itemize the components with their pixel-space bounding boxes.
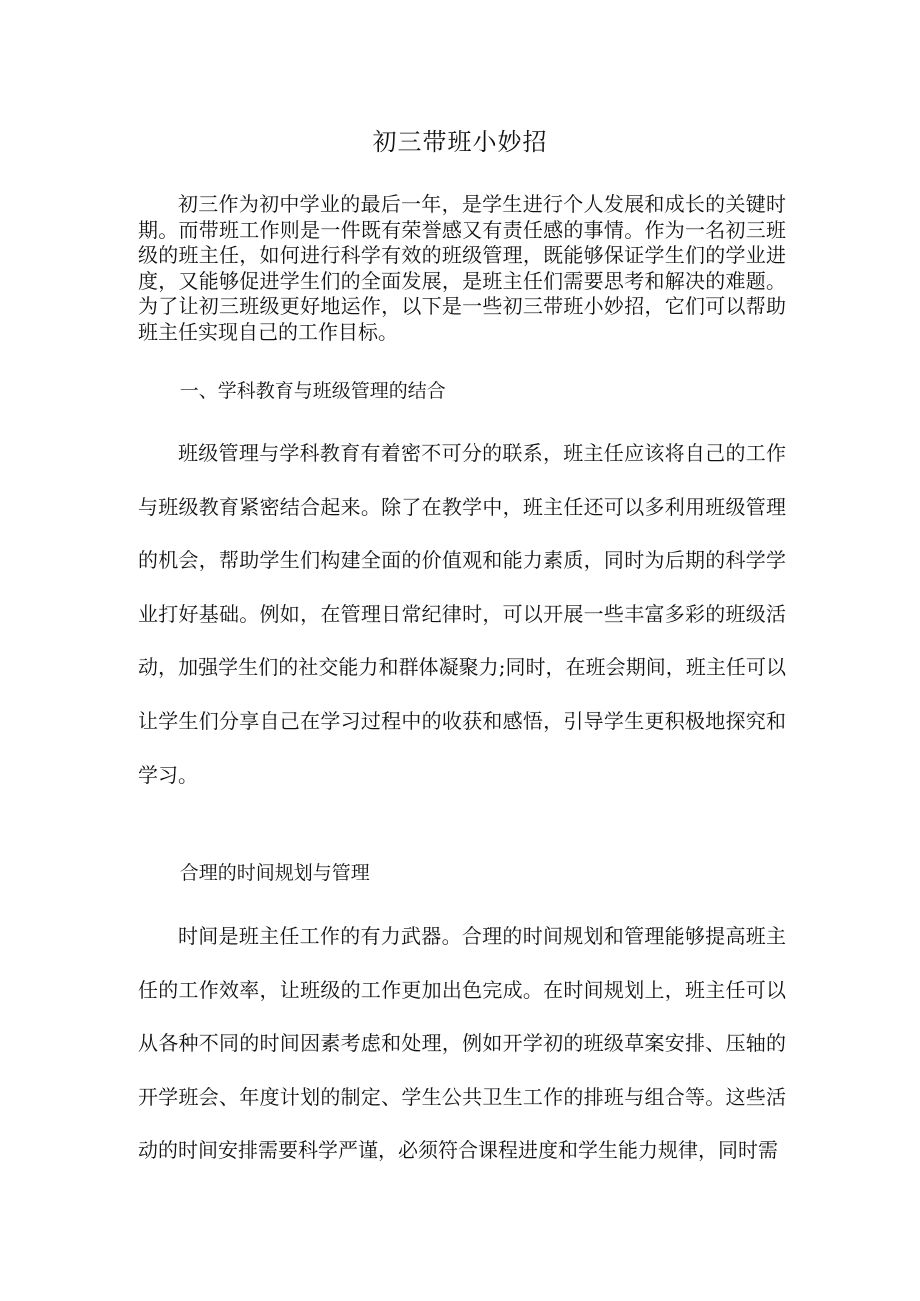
section-heading-2: 合理的时间规划与管理 bbox=[179, 862, 370, 884]
section-body-1: 班级管理与学科教育有着密不可分的联系，班主任应该将自己的工作与班级教育紧密结合起来。除了在教学中，班主任还可以多利用班级管理的机会，帮助学生们构建全面的价值观和能力素质，同时为后期的科学学业打好基础。例如，在管理日常纪律时，可以开展一些丰富多彩的班级活动，加强学生们的社交能力和群体凝聚力;同时，在班会期间，班主任可以让学生们分享自己在学习过程中的收获和感悟，引导学生更积极地探究和学习。 bbox=[138, 441, 786, 787]
intro-paragraph: 初三作为初中学业的最后一年，是学生进行个人发展和成长的关键时期。而带班工作则是一件既有荣誉感又有责任感的事情。作为一名初三班级的班主任，如何进行科学有效的班级管理，既能够保证学生们的学业进度，又能够促进学生们的全面发展，是班主任们需要思考和解决的难题。为了让初三班级更好地运作，以下是一些初三带班小妙招，它们可以帮助班主任实现自己的工作目标。 bbox=[138, 192, 786, 344]
section-body-2: 时间是班主任工作的有力武器。合理的时间规划和管理能够提高班主任的工作效率，让班级的工作更加出色完成。在时间规划上，班主任可以从各种不同的时间因素考虑和处理，例如开学初的班级草案安排、压轴的开学班会、年度计划的制定、学生公共卫生工作的排班与组合等。这些活动的时间安排需要科学严谨，必须符合课程进度和学生能力规律，同时需 bbox=[138, 924, 786, 1163]
document-title: 初三带班小妙招 bbox=[372, 128, 548, 156]
section-heading-1: 一、学科教育与班级管理的结合 bbox=[179, 380, 446, 402]
